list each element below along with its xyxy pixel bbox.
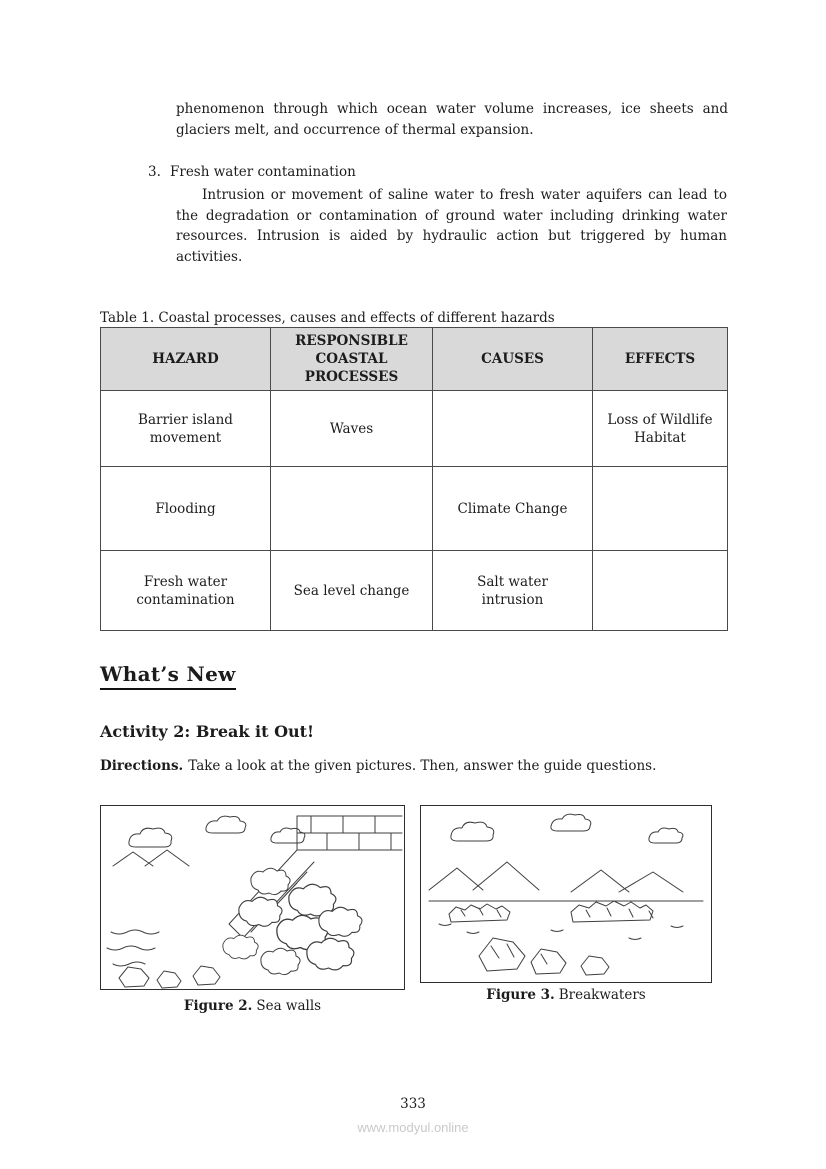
table-cell-r3c3: Salt water intrusion bbox=[433, 551, 593, 631]
figure-3-label: Figure 3. bbox=[486, 987, 555, 1003]
table-cell-r3c1: Fresh water contamination bbox=[101, 551, 271, 631]
figure-2-label: Figure 2. bbox=[183, 998, 253, 1014]
table-caption: Table 1. Coastal processes, causes and effects of different hazards bbox=[100, 310, 555, 326]
table-cell-r1c1: Barrier island movement bbox=[101, 391, 271, 467]
list-item-3-heading bbox=[148, 162, 728, 183]
sea-walls-illustration bbox=[101, 806, 404, 989]
table-cell-r3c4 bbox=[593, 551, 728, 631]
figure-2-frame bbox=[100, 805, 405, 990]
directions-text: Take a look at the given pictures. Then, answer the guide questions. bbox=[188, 758, 657, 774]
table-header-causes: CAUSES bbox=[433, 328, 593, 391]
whats-new-section bbox=[100, 662, 236, 690]
directions-label: Directions. bbox=[100, 758, 184, 774]
table-cell-r1c4: Loss of Wildlife Habitat bbox=[593, 391, 728, 467]
list-item-title: Fresh water contamination bbox=[170, 164, 356, 180]
table-row bbox=[101, 391, 728, 467]
figure-2-caption bbox=[100, 998, 405, 1014]
table-header-row bbox=[101, 328, 728, 391]
page-number: 333 bbox=[400, 1096, 426, 1112]
table-cell-r3c2: Sea level change bbox=[271, 551, 433, 631]
table-cell-r2c1: Flooding bbox=[101, 467, 271, 551]
figure-2 bbox=[100, 805, 405, 1014]
figure-3 bbox=[420, 805, 712, 1003]
figure-3-caption bbox=[420, 987, 712, 1003]
table-cell-r2c2 bbox=[271, 467, 433, 551]
list-item-3-body: Intrusion or movement of saline water to fresh water aquifers can lead to the degradation or contamination of ground water including drinking water resources. Intrusion is aided by hydraulic action but triggered by human activities. bbox=[176, 187, 727, 265]
continuation-paragraph: phenomenon through which ocean water volume increases, ice sheets and glaciers melt, and occurrence of thermal expansion. bbox=[176, 101, 728, 138]
table-row bbox=[101, 551, 728, 631]
directions-line bbox=[100, 758, 728, 774]
figure-3-caption-text: Breakwaters bbox=[558, 987, 646, 1003]
table-header-hazard: HAZARD bbox=[101, 328, 271, 391]
activity-heading: Activity 2: Break it Out! bbox=[100, 722, 315, 741]
figure-3-frame bbox=[420, 805, 712, 983]
table-row bbox=[101, 467, 728, 551]
table-cell-r1c3 bbox=[433, 391, 593, 467]
breakwaters-illustration bbox=[421, 806, 711, 982]
table-cell-r1c2: Waves bbox=[271, 391, 433, 467]
table-cell-r2c3: Climate Change bbox=[433, 467, 593, 551]
hazard-table bbox=[100, 327, 728, 631]
table-header-effects: EFFECTS bbox=[593, 328, 728, 391]
list-item-number: 3. bbox=[148, 164, 161, 180]
table-header-processes: RESPONSIBLE COASTAL PROCESSES bbox=[271, 328, 433, 391]
whats-new-heading: What’s New bbox=[100, 662, 236, 690]
watermark: www.modyul.online bbox=[357, 1120, 469, 1135]
table-cell-r2c4 bbox=[593, 467, 728, 551]
figure-2-caption-text: Sea walls bbox=[256, 998, 322, 1014]
